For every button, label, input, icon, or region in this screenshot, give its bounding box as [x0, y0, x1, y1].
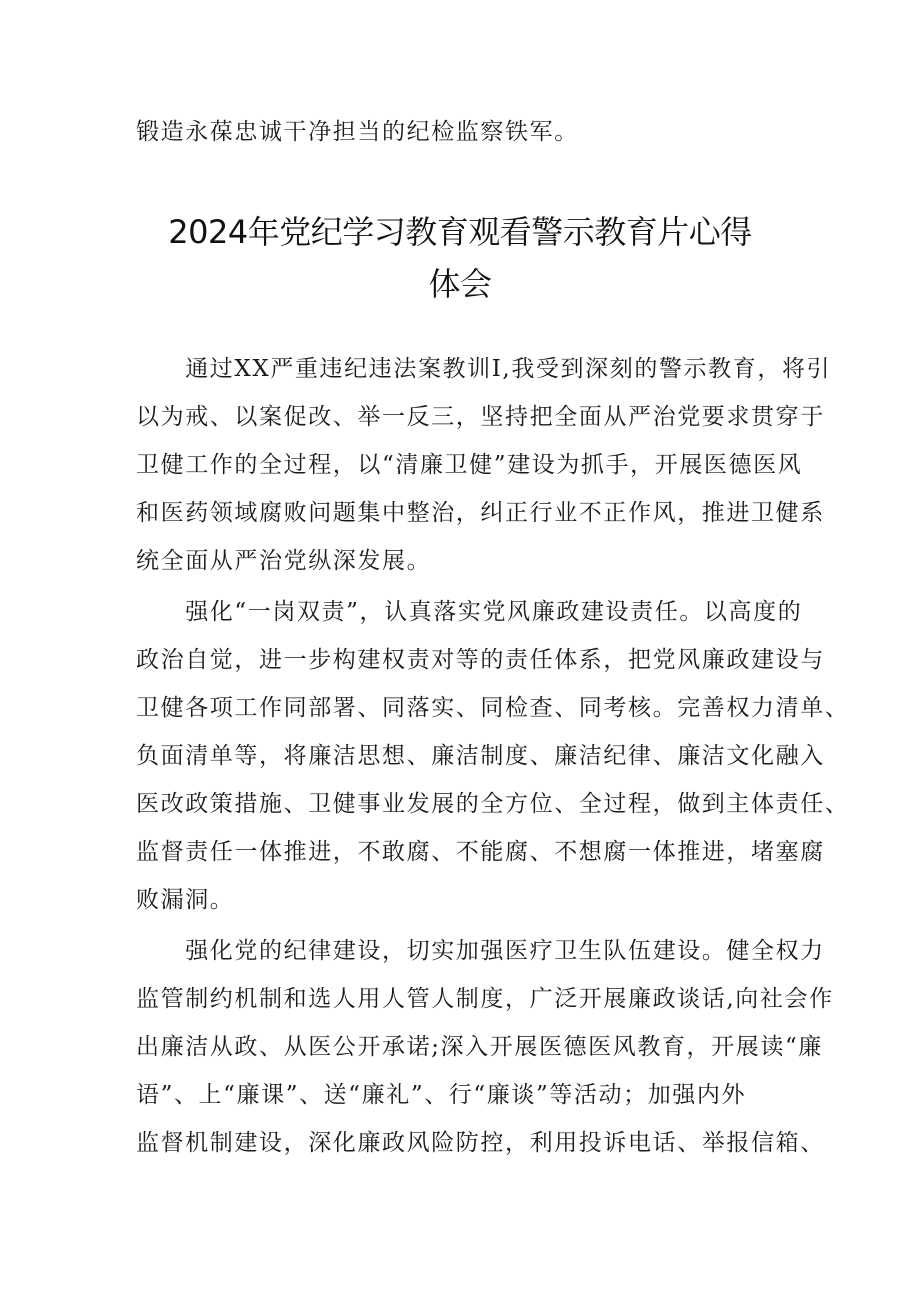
paragraph-2-line: 强化“一岗双责”，认真落实党风廉政建设责任。以高度的	[136, 599, 803, 625]
paragraph-1-line: 以为戒、以案促改、举一反三，坚持把全面从严治党要求贯穿于	[136, 404, 825, 430]
title-line-2: 体会	[428, 265, 492, 303]
paragraph-3-line: 强化党的纪律建设，切实加强医疗卫生队伍建设。健全权力	[136, 938, 825, 964]
paragraph-2-line: 医改政策措施、卫健事业发展的全方位、全过程，做到主体责任、	[136, 791, 850, 817]
paragraph-1-line: 和医药领域腐败问题集中整治，纠正行业不正作风，推进卫健系	[136, 500, 825, 526]
paragraph-2-line: 败漏洞。	[136, 887, 235, 913]
paragraph-1-line: 统全面从严治党纵深发展。	[136, 548, 432, 574]
paragraph-2-line: 监督责任一体推进，不敢腐、不能腐、不想腐一体推进，堵塞腐	[136, 839, 825, 865]
paragraph-3-line: 监管制约机制和选人用人管人制度，广泛开展廉政谈话,向社会作	[136, 986, 834, 1012]
title-line-1: 2024年党纪学习教育观看警示教育片心得	[168, 213, 752, 251]
paragraph-1-line: 卫健工作的全过程，以“清廉卫健”建设为抓手，开展医德医风	[136, 452, 803, 478]
paragraph-2-line: 卫健各项工作同部署、同落实、同检查、同考核。完善权力清单、	[136, 695, 850, 721]
paragraph-3-line: 出廉洁从政、从医公开承诺;深入开展医德医风教育，开展读“廉	[136, 1034, 823, 1060]
paragraph-3-line: 语”、上“廉课”、送“廉礼”、行“廉谈”等活动；加强内外	[136, 1082, 747, 1108]
continuation-line: 锻造永葆忠诚干净担当的纪检监察铁军。	[136, 119, 579, 145]
paragraph-3-line: 监督机制建设，深化廉政风险防控，利用投诉电话、举报信箱、	[136, 1130, 825, 1156]
paragraph-1-line: 通过XX严重违纪违法案教训I,我受到深刻的警示教育，将引	[136, 356, 832, 382]
paragraph-2-line: 负面清单等，将廉洁思想、廉洁制度、廉洁纪律、廉洁文化融入	[136, 743, 825, 769]
paragraph-2-line: 政治自觉，进一步构建权责对等的责任体系，把党风廉政建设与	[136, 647, 825, 673]
